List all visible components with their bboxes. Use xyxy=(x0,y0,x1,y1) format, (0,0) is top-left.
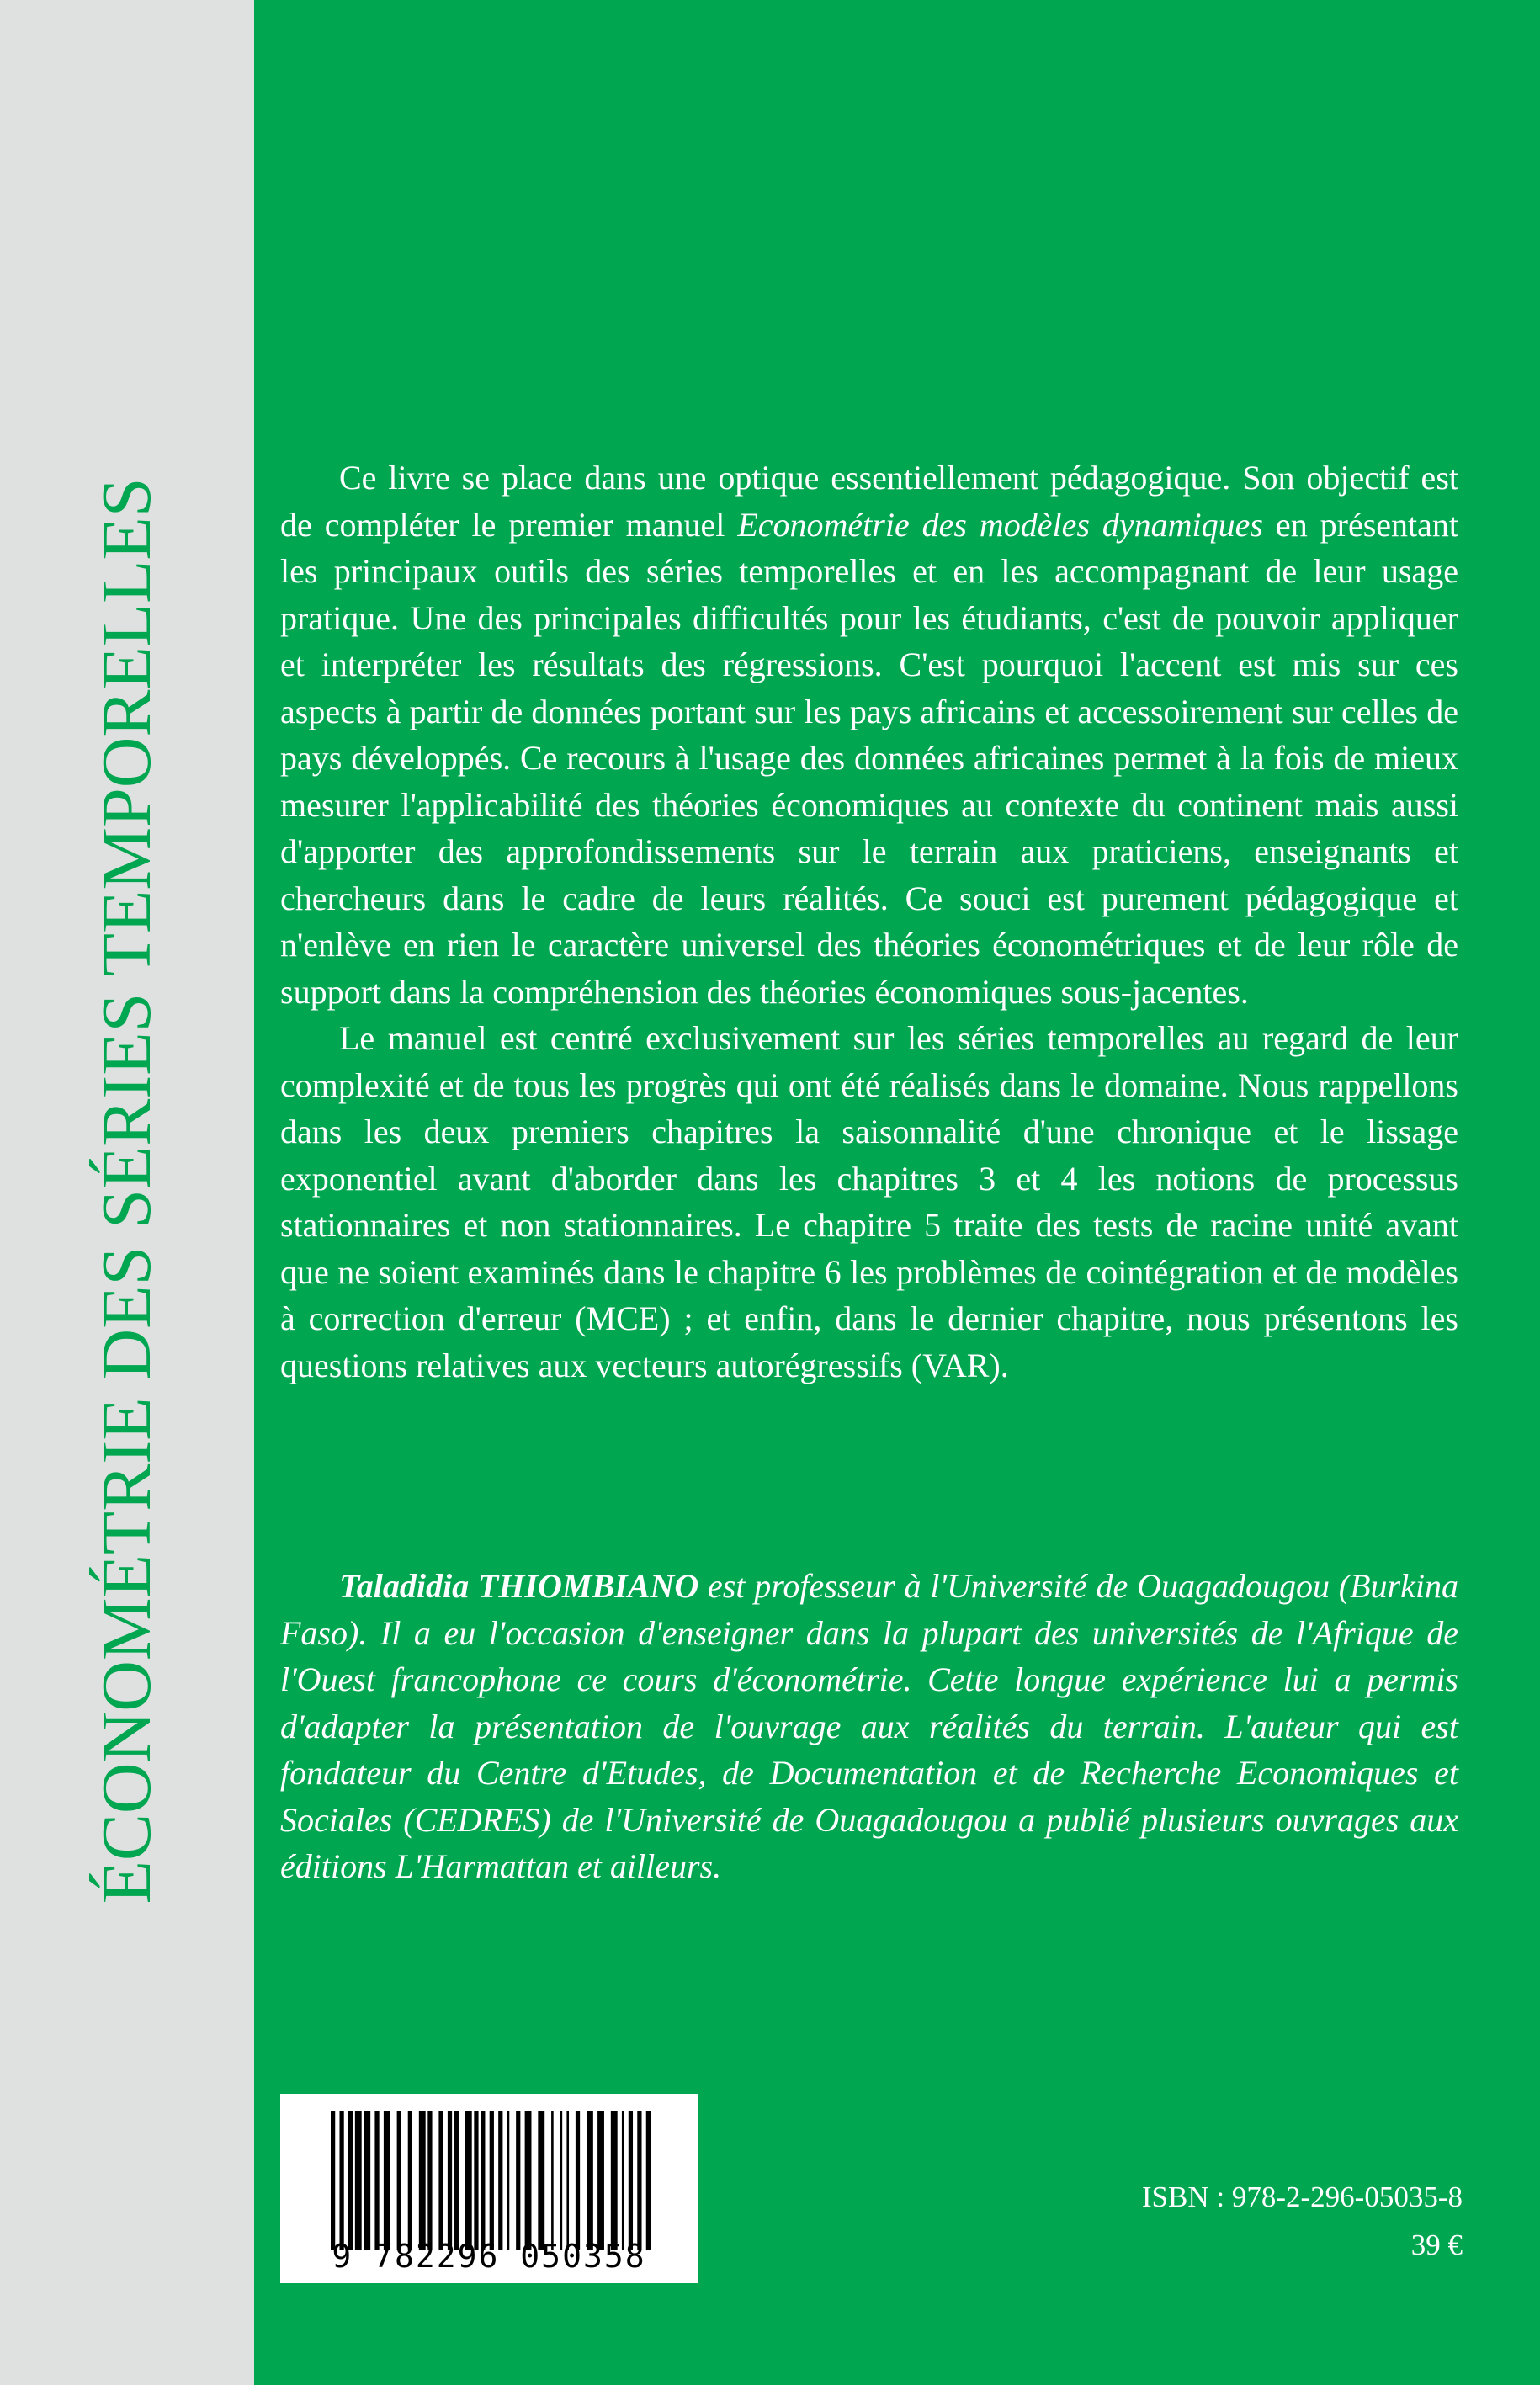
barcode-bar xyxy=(438,2111,443,2250)
barcode xyxy=(280,2094,698,2283)
author-bio-text: est professeur à l'Université de Ouagadougou (Burkina Faso). Il a eu l'occasion d'enseigner dans la plupart des universités de l'Afrique de l'Ouest francophone ce cours d'économétrie. Cette longue expérience lui a permis d'adapter la présentation de l'ouvrage aux réalités du terrain. L'auteur qui est fondateur du Centre d'Etudes, de Documentation et de Recherche Economiques et Sociales (CEDRES) de l'Université de Ouagadougou a publié plusieurs ouvrages aux éditions L'Harmattan et ailleurs. xyxy=(280,1567,1458,1885)
description-p1-start: Ce livre se place dans une optique essentiellement pédagogique. Son objectif est de compléter le premier manuel xyxy=(280,459,1458,544)
price: 39 € xyxy=(1410,2228,1463,2261)
description-paragraph-1 xyxy=(280,454,1458,1015)
barcode-bar xyxy=(374,2111,379,2250)
barcode-bar xyxy=(397,2111,401,2250)
barcode-bar xyxy=(331,2111,335,2250)
author-name: Taladidia THIOMBIANO xyxy=(339,1567,699,1605)
barcode-bar xyxy=(348,2111,353,2250)
book-description xyxy=(280,454,1458,1389)
barcode-bar xyxy=(465,2111,472,2250)
barcode-bar xyxy=(355,2111,362,2250)
barcode-bar xyxy=(498,2111,502,2250)
barcode-bar xyxy=(637,2111,641,2250)
previous-book-title: Econométrie des modèles dynamiques xyxy=(737,505,1263,544)
barcode-digits: 9 782296 050358 xyxy=(332,2238,646,2275)
barcode-bar xyxy=(597,2111,604,2250)
spine-strip xyxy=(0,0,254,2385)
barcode-bar xyxy=(364,2111,370,2250)
barcode-bar xyxy=(566,2111,569,2250)
barcode-bar xyxy=(622,2111,624,2250)
description-p1-end: en présentant les principaux outils des séries temporelles et en les accompagnant de leur usage pratique. Une des principales difficultés pour les étudiants, c'est de pouvoir appliquer et interpréter les résultats des régressions. C'est pourquoi l'accent est mis sur ces aspects à partir de données portant sur les pays africains et accessoirement sur celles de pays développés. Ce recours à l'usage des données africaines permet à la fois de mieux mesurer l'applicabilité des théories économiques au contexte du continent mais aussi d'apporter des approfondissements sur le terrain aux praticiens, enseignants et chercheurs dans le cadre de leurs réalités. Ce souci est purement pédagogique et n'enlève en rien le caractère universel des théories économétriques et de leur rôle de support dans la compréhension des théories économiques sous-jacentes. xyxy=(280,505,1459,1011)
barcode-bar xyxy=(419,2111,426,2250)
spine-title: ÉCONOMÉTRIE DES SÉRIES TEMPORELLES xyxy=(88,477,166,1904)
isbn: ISBN : 978-2-296-05035-8 xyxy=(1141,2180,1463,2213)
barcode-bar xyxy=(560,2111,563,2250)
barcode-bar xyxy=(551,2111,554,2250)
barcode-bar xyxy=(384,2111,390,2250)
barcode-bar xyxy=(538,2111,544,2250)
barcode-bar xyxy=(481,2111,485,2250)
barcode-bar xyxy=(454,2111,459,2250)
description-paragraph-2: Le manuel est centré exclusivement sur les séries temporelles au regard de leur complexité et de tous les progrès qui ont été réalisés dans le domaine. Nous rappellons dans les deux premiers chapitres la saisonnalité d'une chronique et le lissage exponentiel avant d'aborder dans les chapitres 3 et 4 les notions de processus stationnaires et non stationnaires. Le chapitre 5 traite des tests de racine unité avant que ne soient examinés dans le chapitre 6 les problèmes de cointégration et de modèles à correction d'erreur (MCE) ; et enfin, dans le dernier chapitre, nous présentons les questions relatives aux vecteurs autorégressifs (VAR). xyxy=(280,1019,1458,1384)
barcode-bar xyxy=(408,2111,412,2250)
barcode-bar xyxy=(339,2111,343,2250)
barcode-bar xyxy=(448,2111,452,2250)
barcode-bar xyxy=(611,2111,618,2250)
barcode-bar xyxy=(587,2111,593,2250)
barcode-bar xyxy=(507,2111,510,2250)
author-bio xyxy=(280,1563,1458,1890)
barcode-bar xyxy=(474,2111,478,2250)
author-bio-paragraph xyxy=(280,1563,1458,1890)
barcode-bar xyxy=(646,2111,651,2250)
barcode-bar xyxy=(576,2111,580,2250)
barcode-bar xyxy=(516,2111,520,2250)
barcode-bar xyxy=(427,2111,432,2250)
barcode-bar xyxy=(490,2111,494,2250)
barcode-bar xyxy=(629,2111,633,2250)
barcode-bars xyxy=(331,2111,651,2250)
barcode-bar xyxy=(525,2111,532,2250)
